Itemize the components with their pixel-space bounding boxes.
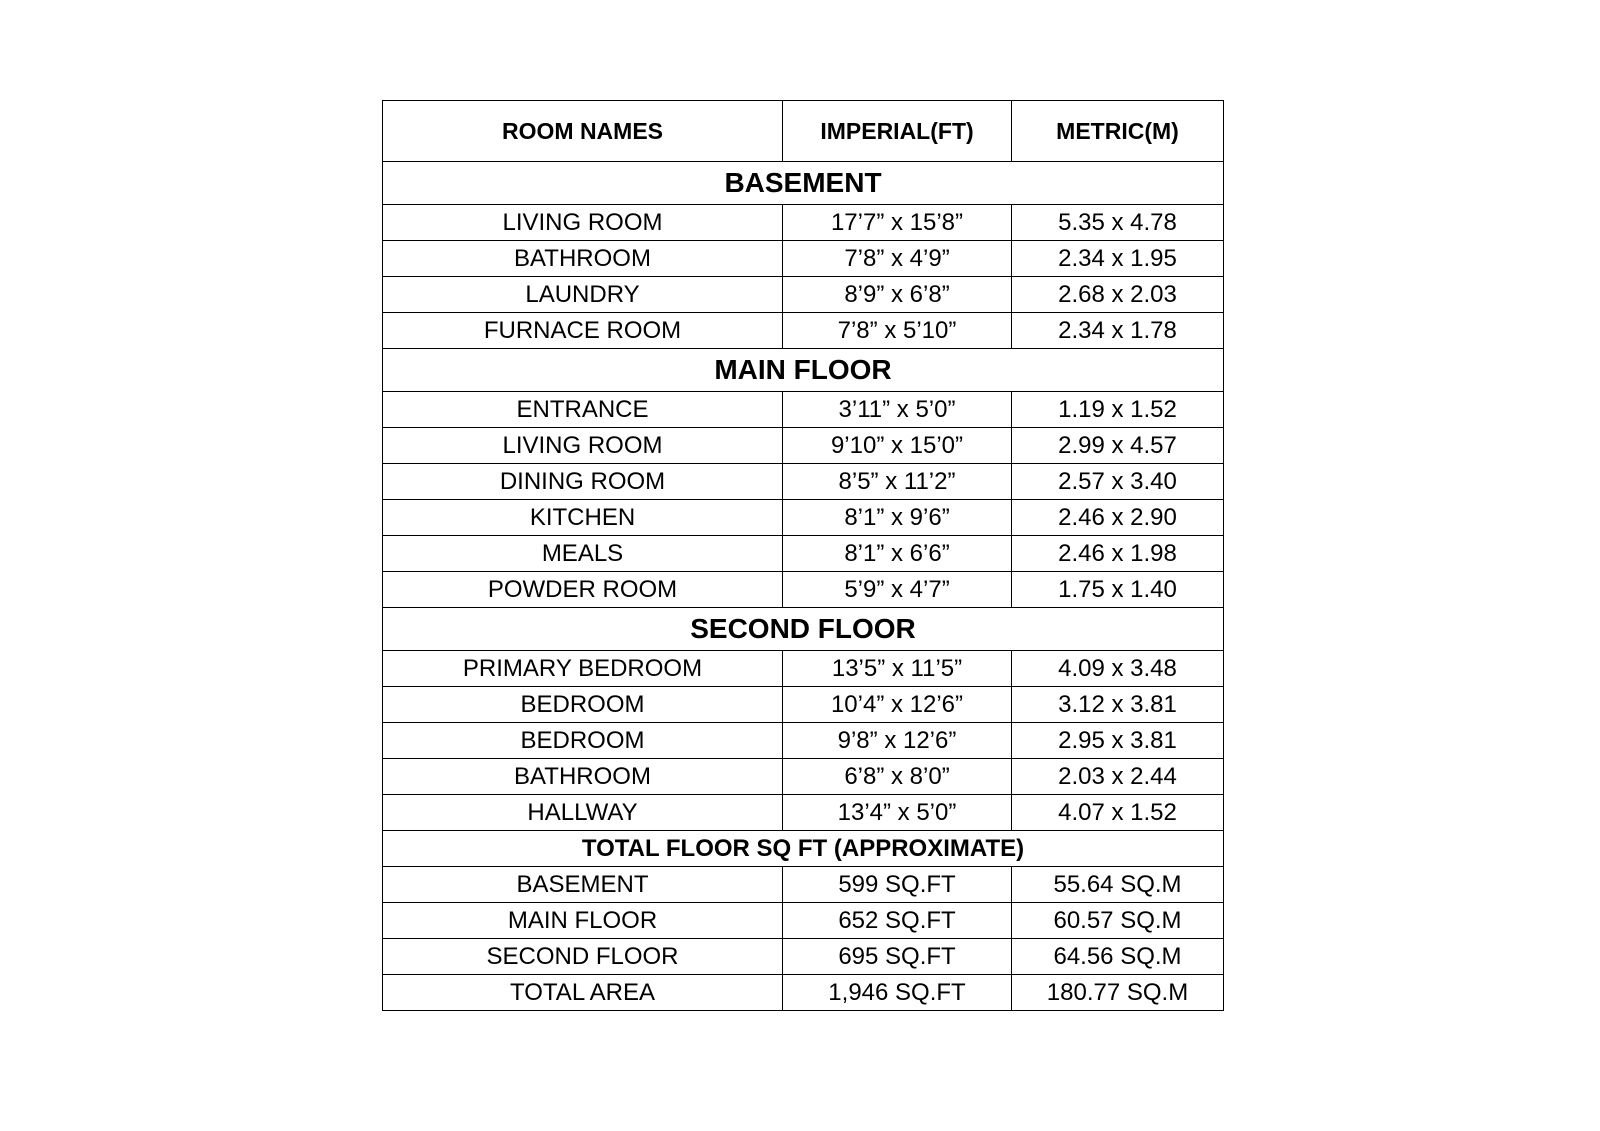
floor-name: MAIN FLOOR bbox=[383, 903, 783, 939]
room-name: BEDROOM bbox=[383, 723, 783, 759]
imperial-area: 652 SQ.FT bbox=[783, 903, 1012, 939]
metric-value: 2.99 x 4.57 bbox=[1012, 428, 1224, 464]
imperial-area: 1,946 SQ.FT bbox=[783, 975, 1012, 1011]
table-row bbox=[383, 572, 1224, 608]
metric-value: 4.07 x 1.52 bbox=[1012, 795, 1224, 831]
imperial-value: 10’4” x 12’6” bbox=[783, 687, 1012, 723]
metric-value: 1.75 x 1.40 bbox=[1012, 572, 1224, 608]
table-row bbox=[383, 205, 1224, 241]
section-title: SECOND FLOOR bbox=[383, 608, 1224, 651]
metric-value: 5.35 x 4.78 bbox=[1012, 205, 1224, 241]
imperial-value: 17’7” x 15’8” bbox=[783, 205, 1012, 241]
imperial-value: 6’8” x 8’0” bbox=[783, 759, 1012, 795]
room-name: KITCHEN bbox=[383, 500, 783, 536]
floor-name: BASEMENT bbox=[383, 867, 783, 903]
total-row bbox=[383, 975, 1224, 1011]
imperial-value: 3’11” x 5’0” bbox=[783, 392, 1012, 428]
metric-value: 2.95 x 3.81 bbox=[1012, 723, 1224, 759]
room-name: BATHROOM bbox=[383, 241, 783, 277]
imperial-value: 8’5” x 11’2” bbox=[783, 464, 1012, 500]
room-name: POWDER ROOM bbox=[383, 572, 783, 608]
table-row bbox=[383, 687, 1224, 723]
table-row bbox=[383, 723, 1224, 759]
imperial-area: 695 SQ.FT bbox=[783, 939, 1012, 975]
metric-value: 2.46 x 2.90 bbox=[1012, 500, 1224, 536]
metric-value: 2.34 x 1.95 bbox=[1012, 241, 1224, 277]
room-name: LAUNDRY bbox=[383, 277, 783, 313]
room-name: FURNACE ROOM bbox=[383, 313, 783, 349]
floor-name: TOTAL AREA bbox=[383, 975, 783, 1011]
metric-value: 3.12 x 3.81 bbox=[1012, 687, 1224, 723]
room-name: LIVING ROOM bbox=[383, 428, 783, 464]
header-metric: METRIC(M) bbox=[1012, 101, 1224, 162]
imperial-value: 5’9” x 4’7” bbox=[783, 572, 1012, 608]
metric-value: 4.09 x 3.48 bbox=[1012, 651, 1224, 687]
metric-value: 2.34 x 1.78 bbox=[1012, 313, 1224, 349]
metric-area: 180.77 SQ.M bbox=[1012, 975, 1224, 1011]
section-header-main-floor bbox=[383, 349, 1224, 392]
room-name: BEDROOM bbox=[383, 687, 783, 723]
imperial-value: 8’1” x 6’6” bbox=[783, 536, 1012, 572]
room-dimensions-table bbox=[382, 100, 1224, 1011]
table-row bbox=[383, 277, 1224, 313]
total-row bbox=[383, 939, 1224, 975]
table-row bbox=[383, 759, 1224, 795]
table-row bbox=[383, 428, 1224, 464]
metric-value: 2.03 x 2.44 bbox=[1012, 759, 1224, 795]
imperial-value: 13’5” x 11’5” bbox=[783, 651, 1012, 687]
section-title: TOTAL FLOOR SQ FT (APPROXIMATE) bbox=[383, 831, 1224, 867]
room-name: PRIMARY BEDROOM bbox=[383, 651, 783, 687]
metric-area: 60.57 SQ.M bbox=[1012, 903, 1224, 939]
table-row bbox=[383, 500, 1224, 536]
metric-value: 2.57 x 3.40 bbox=[1012, 464, 1224, 500]
room-name: MEALS bbox=[383, 536, 783, 572]
room-name: BATHROOM bbox=[383, 759, 783, 795]
table-row bbox=[383, 313, 1224, 349]
metric-area: 64.56 SQ.M bbox=[1012, 939, 1224, 975]
header-imperial: IMPERIAL(FT) bbox=[783, 101, 1012, 162]
metric-area: 55.64 SQ.M bbox=[1012, 867, 1224, 903]
room-name: LIVING ROOM bbox=[383, 205, 783, 241]
section-header-basement bbox=[383, 162, 1224, 205]
table-row bbox=[383, 795, 1224, 831]
section-title: MAIN FLOOR bbox=[383, 349, 1224, 392]
table-row bbox=[383, 392, 1224, 428]
total-row bbox=[383, 867, 1224, 903]
total-row bbox=[383, 903, 1224, 939]
section-header-totals bbox=[383, 831, 1224, 867]
room-name: DINING ROOM bbox=[383, 464, 783, 500]
imperial-value: 7’8” x 5’10” bbox=[783, 313, 1012, 349]
room-name: ENTRANCE bbox=[383, 392, 783, 428]
floor-name: SECOND FLOOR bbox=[383, 939, 783, 975]
table-row bbox=[383, 241, 1224, 277]
table-row bbox=[383, 536, 1224, 572]
section-header-second-floor bbox=[383, 608, 1224, 651]
section-title: BASEMENT bbox=[383, 162, 1224, 205]
table-row bbox=[383, 651, 1224, 687]
imperial-value: 13’4” x 5’0” bbox=[783, 795, 1012, 831]
imperial-value: 7’8” x 4’9” bbox=[783, 241, 1012, 277]
metric-value: 2.68 x 2.03 bbox=[1012, 277, 1224, 313]
imperial-area: 599 SQ.FT bbox=[783, 867, 1012, 903]
imperial-value: 9’10” x 15’0” bbox=[783, 428, 1012, 464]
imperial-value: 9’8” x 12’6” bbox=[783, 723, 1012, 759]
imperial-value: 8’1” x 9’6” bbox=[783, 500, 1012, 536]
metric-value: 2.46 x 1.98 bbox=[1012, 536, 1224, 572]
metric-value: 1.19 x 1.52 bbox=[1012, 392, 1224, 428]
header-row bbox=[383, 101, 1224, 162]
header-room-names: ROOM NAMES bbox=[383, 101, 783, 162]
imperial-value: 8’9” x 6’8” bbox=[783, 277, 1012, 313]
room-name: HALLWAY bbox=[383, 795, 783, 831]
table-row bbox=[383, 464, 1224, 500]
